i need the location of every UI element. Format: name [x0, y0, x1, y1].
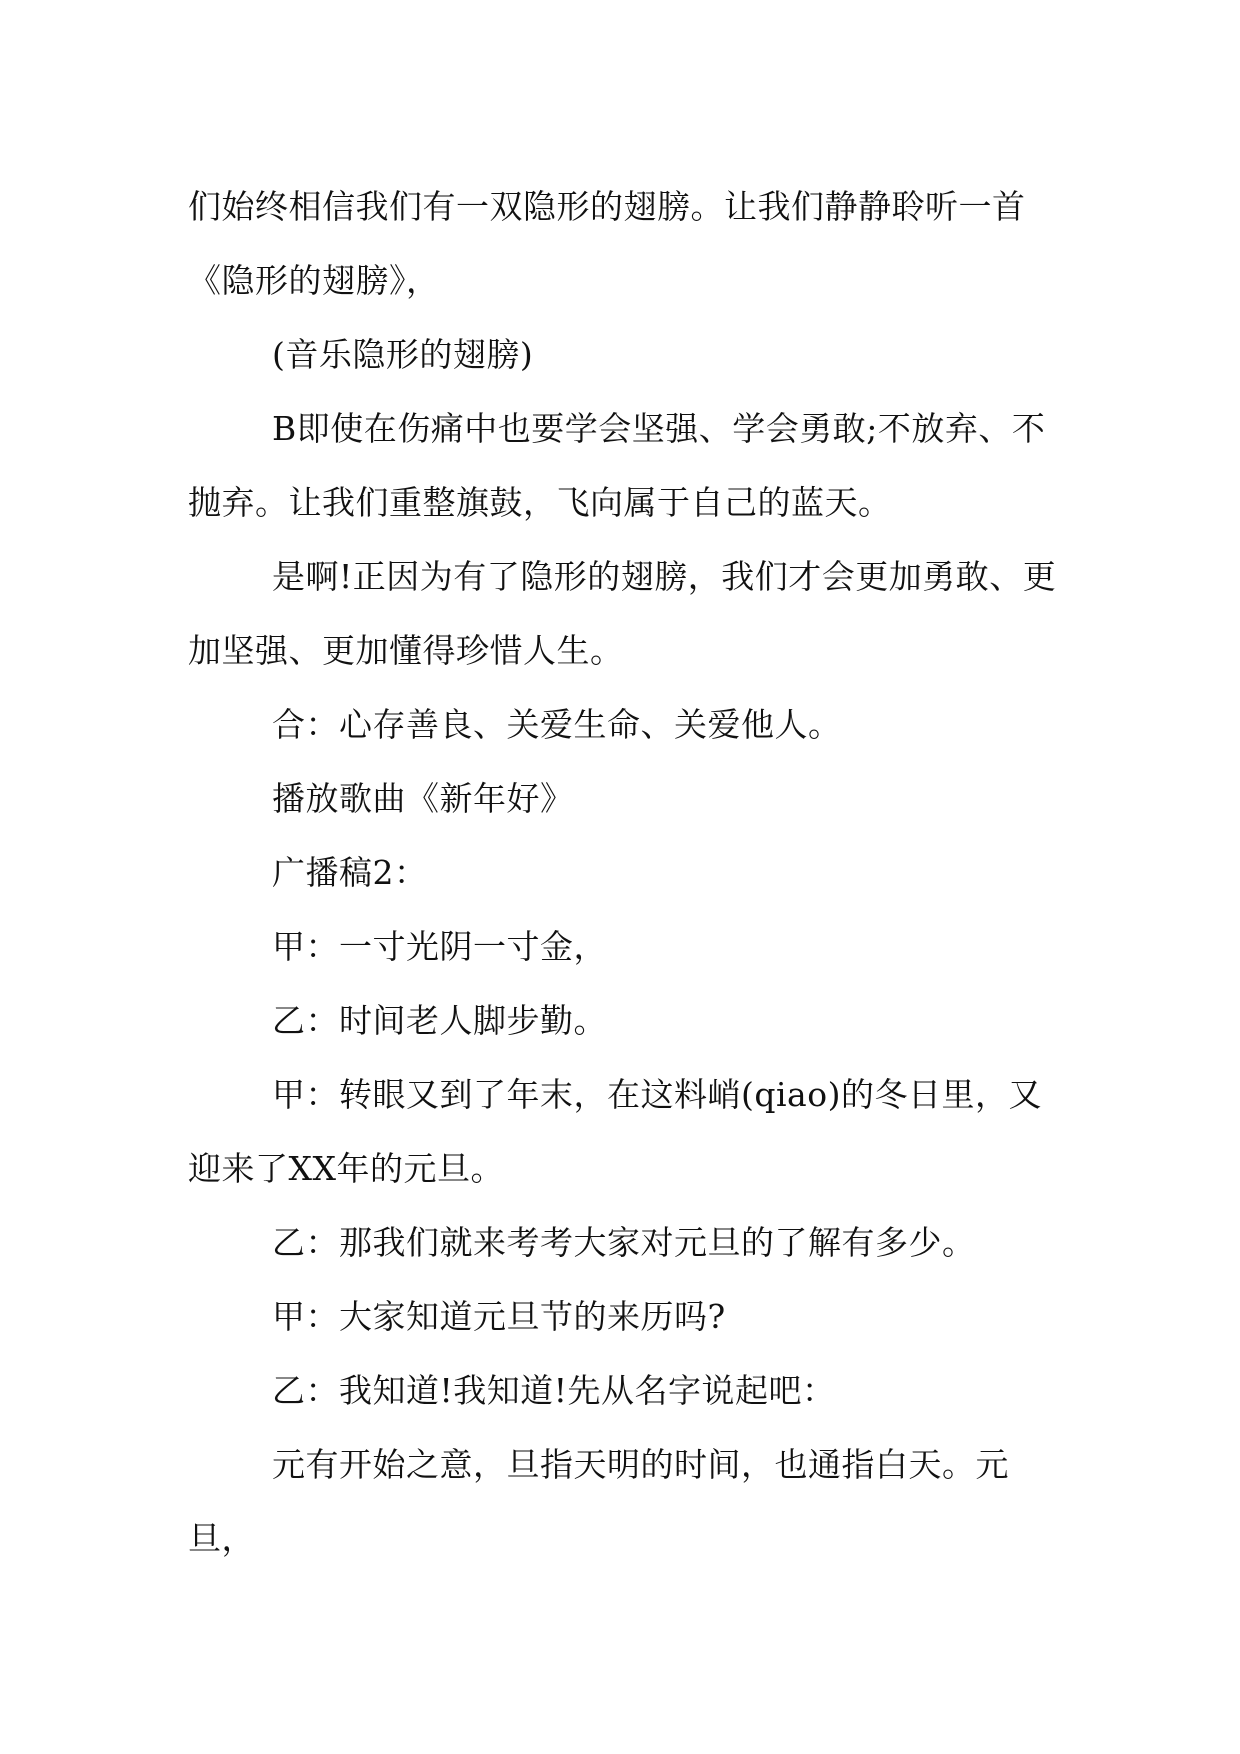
- document-body: [188, 170, 1068, 1576]
- paragraph: 乙：我知道!我知道!先从名字说起吧：: [272, 1371, 836, 1410]
- paragraph: 播放歌曲《新年好》: [272, 779, 574, 818]
- paragraph: 合：心存善良、关爱生命、关爱他人。: [272, 705, 842, 744]
- paragraph: 乙：那我们就来考考大家对元旦的了解有多少。: [272, 1223, 976, 1262]
- paragraph: 甲：一寸光阴一寸金，: [272, 927, 607, 966]
- paragraph: 元有开始之意，旦指天明的时间，也通指白天。元旦，: [188, 1445, 1009, 1558]
- section-heading: 广播稿2：: [272, 853, 428, 892]
- paragraph: 乙：时间老人脚步勤。: [272, 1001, 607, 1040]
- paragraph: B即使在伤痛中也要学会坚强、学会勇敢;不放弃、不抛弃。让我们重整旗鼓，飞向属于自己的蓝天。: [188, 409, 1046, 522]
- paragraph: 甲：大家知道元旦节的来历吗?: [272, 1297, 726, 1336]
- paragraph: (音乐隐形的翅膀): [272, 335, 534, 374]
- paragraph: 甲：转眼又到了年末，在这料峭(qiao)的冬日里，又迎来了XX年的元旦。: [188, 1075, 1042, 1188]
- paragraph: 们始终相信我们有一双隐形的翅膀。让我们静静聆听一首《隐形的翅膀》，: [188, 187, 1026, 300]
- paragraph: 是啊!正因为有了隐形的翅膀，我们才会更加勇敢、更加坚强、更加懂得珍惜人生。: [188, 557, 1057, 670]
